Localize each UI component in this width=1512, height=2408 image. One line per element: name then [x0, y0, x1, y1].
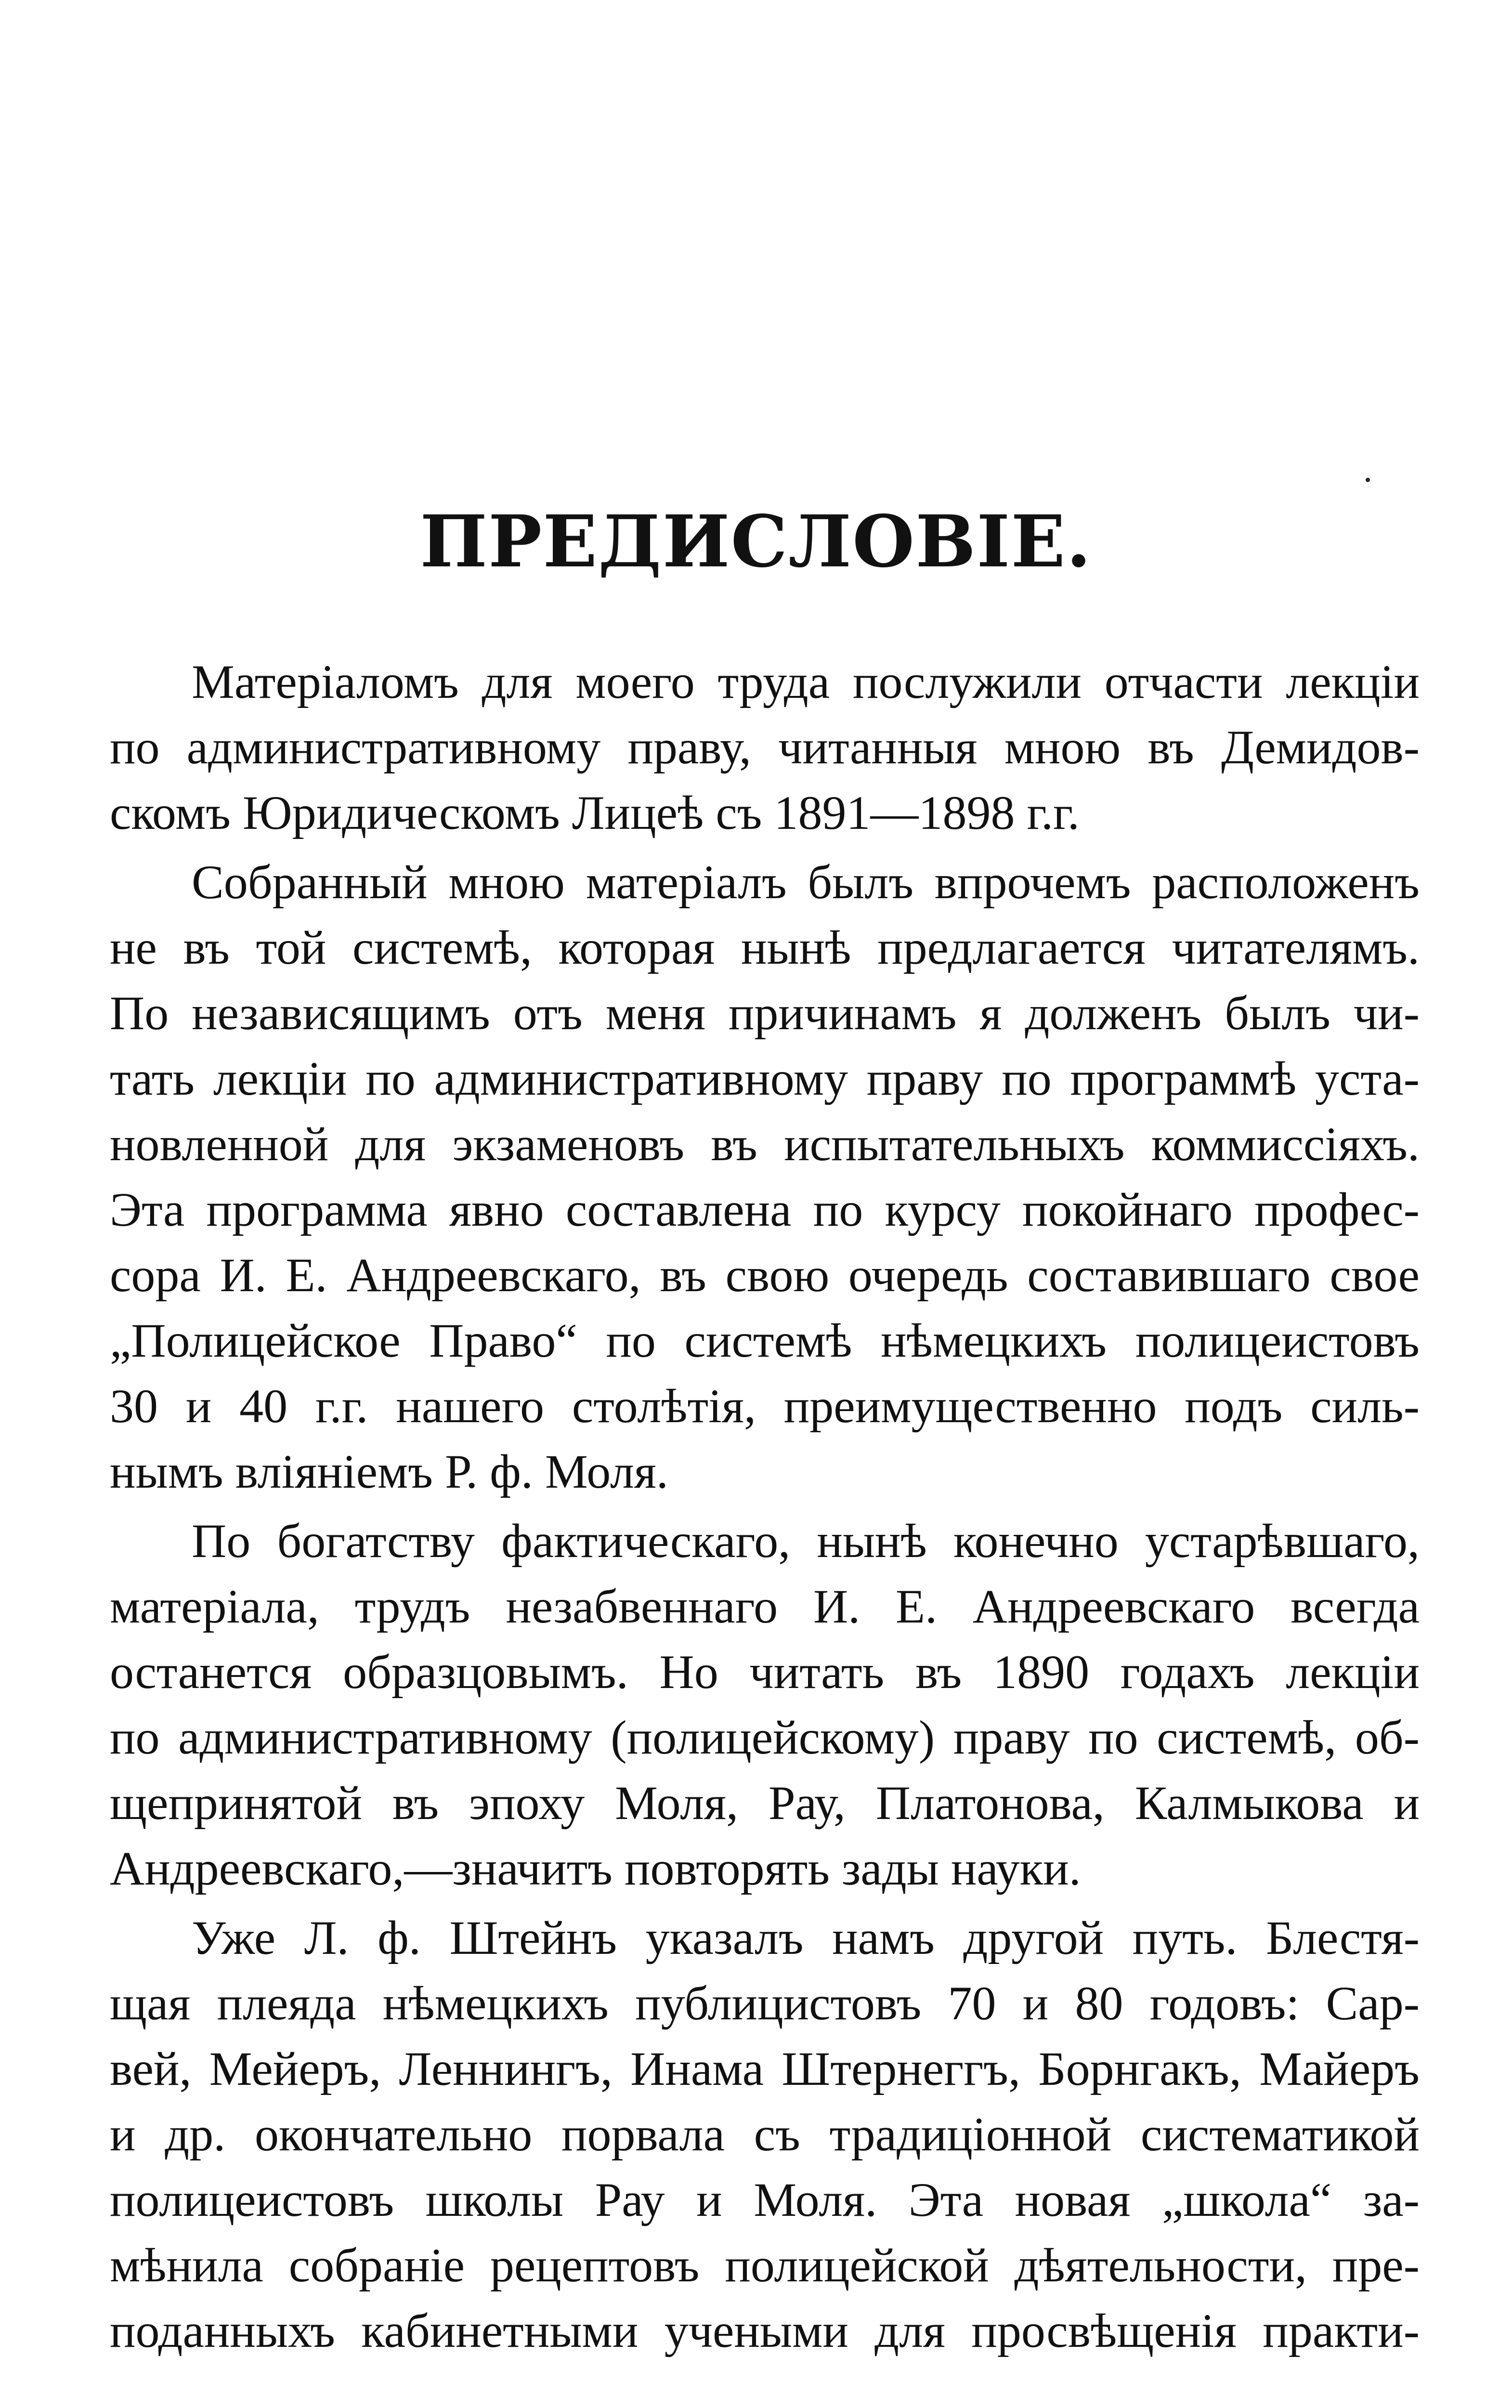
paragraph-3: [110, 1508, 1420, 1901]
text-line: По независящимъ отъ меня причинамъ я долженъ былъ чи-: [110, 986, 1420, 1040]
text-line: Собранный мною матеріалъ былъ впрочемъ расположенъ: [192, 855, 1420, 909]
paragraph-2: [110, 850, 1420, 1505]
text-line: полицеистовъ школы Рау и Моля. Эта новая „школа“ за-: [110, 2173, 1420, 2226]
page-title: ПРЕДИСЛОВІЕ.: [420, 499, 1092, 583]
text-line: новленной для экзаменовъ въ испытательныхъ коммиссіяхъ.: [110, 1117, 1420, 1171]
text-line: вей, Мейеръ, Леннингъ, Инама Штернеггъ, Борнгакъ, Майеръ: [110, 2042, 1420, 2095]
text-line: Эта программа явно составлена по курсу покойнаго профес-: [110, 1183, 1420, 1236]
text-line: поданныхъ кабинетными учеными для просвѣщенія практи-: [110, 2304, 1420, 2357]
text-line: Матеріаломъ для моего труда послужили отчасти лекціи: [192, 655, 1420, 708]
text-line: щая плеяда нѣмецкихъ публицистовъ 70 и 80 годовъ: Сар-: [110, 1976, 1420, 2030]
text-line: мѣнила собраніе рецептовъ полицейской дѣятельности, пре-: [110, 2238, 1420, 2292]
text-line: сора И. Е. Андреевскаго, въ свою очередь составившаго свое: [110, 1248, 1420, 1302]
text-line: Андреевскаго,—значитъ повторять зады науки.: [110, 1842, 1081, 1895]
text-line: По богатству фактическаго, нынѣ конечно устарѣвшаго,: [192, 1514, 1420, 1568]
text-line: и др. окончательно порвала съ традиціонной систематикой: [110, 2107, 1420, 2161]
text-line: останется образцовымъ. Но читать въ 1890 годахъ лекціи: [110, 1645, 1420, 1699]
text-line: по административному (полицейскому) праву по системѣ, об-: [110, 1711, 1420, 1764]
text-line: матеріала, трудъ незабвеннаго И. Е. Андреевскаго всегда: [110, 1580, 1420, 1633]
text-line: скомъ Юридическомъ Лицеѣ съ 1891—1898 г.г.: [110, 786, 1080, 839]
text-line: щепринятой въ эпоху Моля, Рау, Платонова, Калмыкова и: [110, 1776, 1420, 1830]
text-line: не въ той системѣ, которая нынѣ предлагается читателямъ.: [110, 921, 1420, 974]
text-line: тать лекціи по административному праву по программѣ уста-: [110, 1052, 1420, 1105]
paragraph-1: [110, 649, 1420, 846]
print-speck: [1366, 478, 1370, 482]
text-line: „Полицейское Право“ по системѣ нѣмецкихъ полицеистовъ: [110, 1314, 1420, 1367]
text-line: по административному праву, читанныя мною въ Демидов-: [110, 720, 1420, 774]
preface-text: [110, 649, 1420, 2364]
text-line: Уже Л. ф. Штейнъ указалъ намъ другой путь. Блестя-: [192, 1911, 1420, 1964]
text-line: нымъ вліяніемъ Р. ф. Моля.: [110, 1445, 668, 1498]
text-line: 30 и 40 г.г. нашего столѣтія, преимущественно подъ силь-: [110, 1379, 1420, 1433]
paragraph-4: [110, 1905, 1420, 2364]
